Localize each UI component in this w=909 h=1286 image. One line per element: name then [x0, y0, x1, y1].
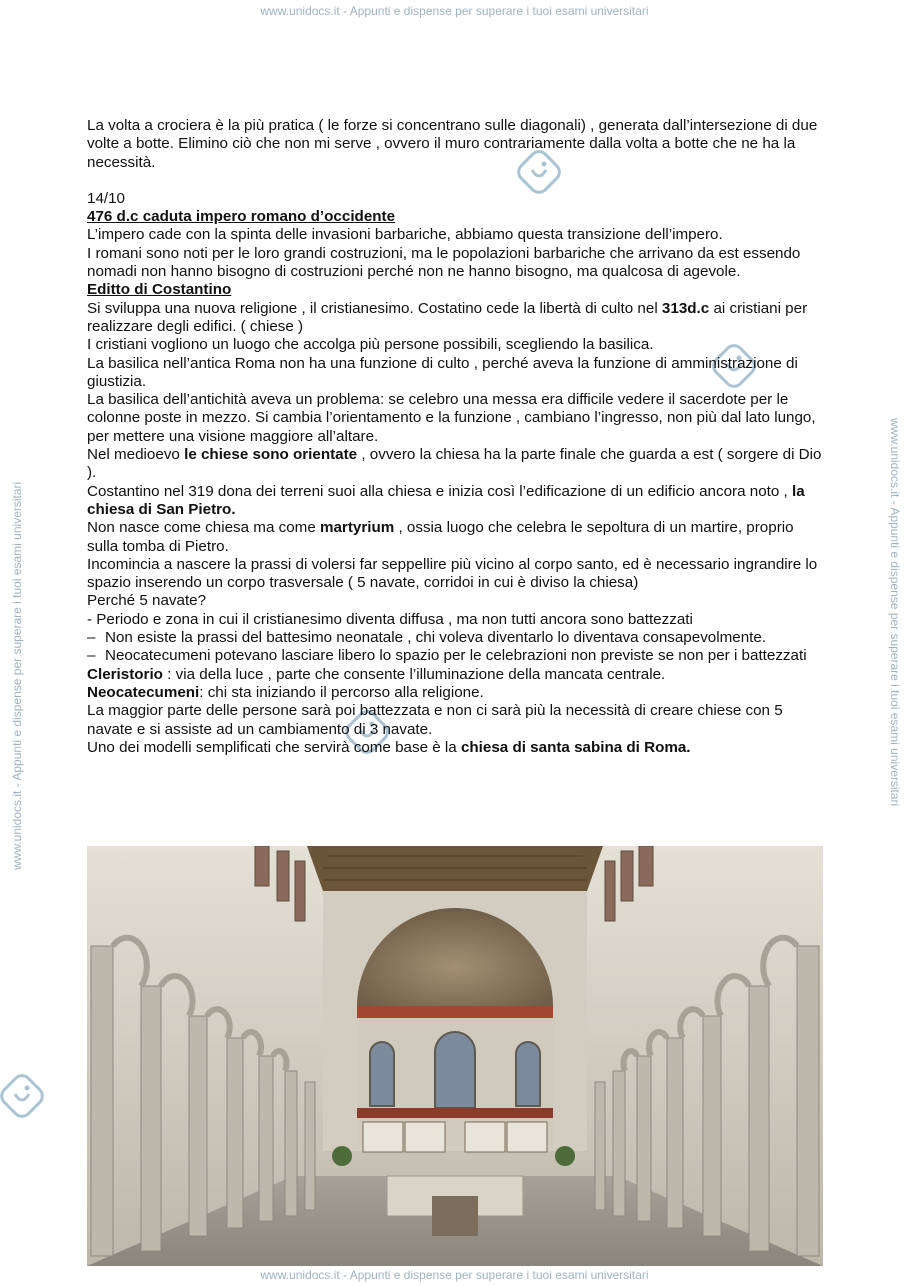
- document-body: [87, 117, 827, 757]
- paragraph: Si sviluppa una nuova religione , il cristianesimo. Costatino cede la libertà di culto nel 313d.c ai cristiani per realizzare degli edifici. ( chiese ): [87, 299, 808, 335]
- paragraph: Costantino nel 319 dona dei terreni suoi alla chiesa e inizia così l’edificazione di un edificio ancora noto , la chiesa di San Pietro.: [87, 482, 805, 518]
- paragraph: La volta a crociera è la più pratica ( le forze si concentrano sulle diagonali) , generata dall’intersezione di due volte a botte. Elimino ciò che non mi serve , ovvero il muro contrariamente dalla volta a botte che ne ha la necessità.: [87, 117, 818, 171]
- paragraph: La basilica dell’antichità aveva un problema: se celebro una messa era difficile vedere il sacerdote per le colonne poste in mezzo. Si cambia l’orientamento e la funzione , cambiano l’ingresso, non più dal lato lungo, per mettere una visione maggiore all’altare.: [87, 391, 816, 445]
- santa-sabina-interior-image: [87, 846, 823, 1266]
- paragraph: La basilica nell’antica Roma non ha una funzione di culto , perché aveva la funzione di amministrazione di giustizia.: [87, 354, 798, 390]
- watermark-top: www.unidocs.it - Appunti e dispense per superare i tuoi esami universitari: [260, 4, 649, 18]
- watermark-bottom: www.unidocs.it - Appunti e dispense per superare i tuoi esami universitari: [260, 1268, 649, 1282]
- basilica-photo: [87, 846, 823, 1266]
- section-heading: Editto di Costantino: [87, 281, 232, 299]
- list-item: – Non esiste la prassi del battesimo neonatale , chi voleva diventarlo lo diventava consapevolmente.: [105, 629, 827, 647]
- unidocs-logo-icon: [0, 1074, 44, 1118]
- paragraph: La maggior parte delle persone sarà poi battezzata e non ci sarà più la necessità di creare chiese con 5 navate e si assiste ad un cambiamento di 3 navate.: [87, 702, 783, 738]
- date-label: 14/10: [87, 189, 126, 207]
- paragraph: I cristiani vogliono un luogo che accolga più persone possibili, scegliendo la basilica.: [87, 336, 654, 354]
- section-heading: 476 d.c caduta impero romano d’occidente: [87, 208, 396, 226]
- paragraph: Incomincia a nascere la prassi di volersi far seppellire più vicino al corpo santo, ed è necessario ingrandire lo spazio inserendo un corpo trasversale ( 5 navate, corridoi in cui è diviso la chiesa): [87, 555, 818, 592]
- paragraph: I romani sono noti per le loro grandi costruzioni, ma le popolazioni barbariche che arrivano da est essendo nomadi non hanno bisogno di costruzioni perché non ne hanno bisogno, ma qualcosa di agevole.: [87, 244, 801, 281]
- paragraph: Nel medioevo le chiese sono orientate , ovvero la chiesa ha la parte finale che guarda a est ( sorgere di Dio ).: [87, 446, 822, 482]
- bullet-list: [87, 629, 827, 666]
- paragraph: - Periodo e zona in cui il cristianesimo diventa diffusa , ma non tutti ancora sono battezzati: [87, 610, 693, 628]
- paragraph: Neocatecumeni: chi sta iniziando il percorso alla religione.: [87, 683, 484, 701]
- paragraph: Perché 5 navate?: [87, 592, 207, 610]
- paragraph: L’impero cade con la spinta delle invasioni barbariche, abbiamo questa transizione dell’impero.: [87, 226, 723, 244]
- paragraph: Cleristorio : via della luce , parte che consente l’illuminazione della mancata centrale.: [87, 665, 666, 683]
- paragraph: Non nasce come chiesa ma come martyrium , ossia luogo che celebra le sepoltura di un martire, proprio sulla tomba di Pietro.: [87, 519, 794, 555]
- watermark-right: www.unidocs.it - Appunti e dispense per superare i tuoi esami universitari: [888, 418, 902, 807]
- paragraph: Uno dei modelli semplificati che servirà come base è la chiesa di santa sabina di Roma.: [87, 738, 691, 756]
- watermark-left: www.unidocs.it - Appunti e dispense per superare i tuoi esami universitari: [10, 481, 24, 870]
- list-item: – Neocatecumeni potevano lasciare libero lo spazio per le celebrazioni non previste se non per i battezzati: [105, 647, 827, 665]
